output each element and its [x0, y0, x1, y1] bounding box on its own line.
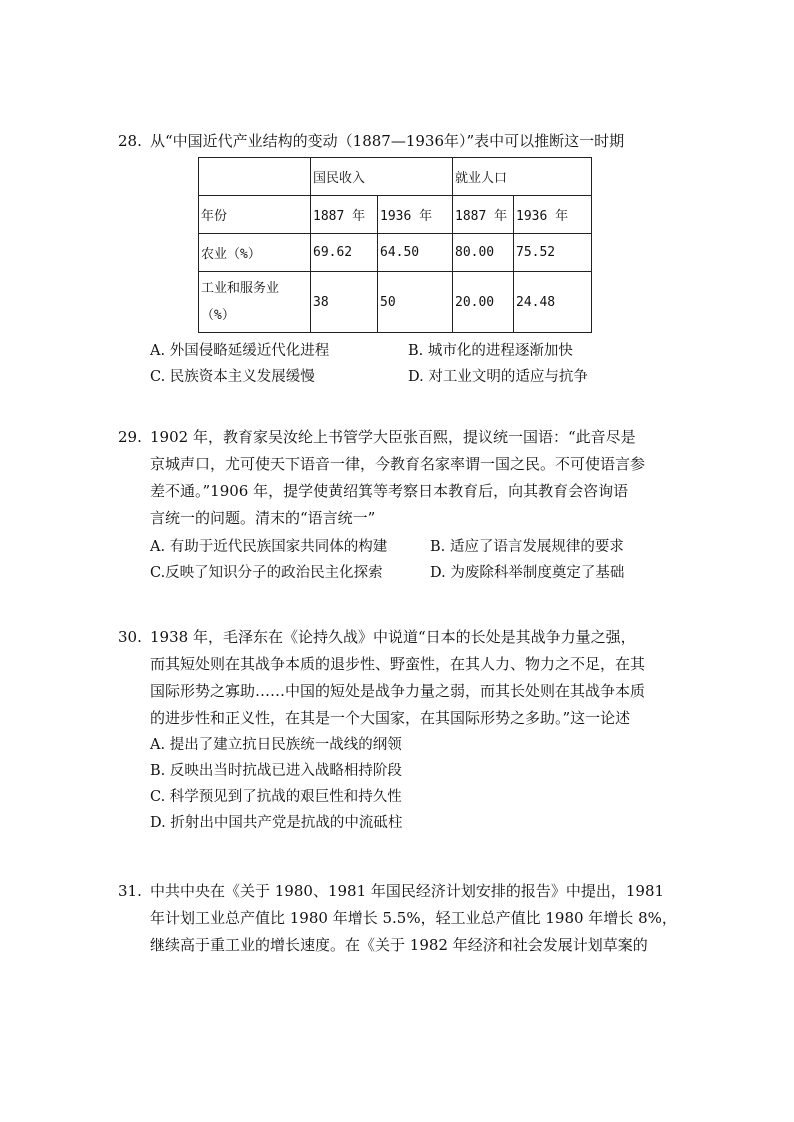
question-stem: 从“中国近代产业结构的变动（1887—1936年）”表中可以推断这一时期 — [150, 132, 625, 150]
table-cell: 75.52 — [514, 234, 592, 272]
question-stem-line: 1902 年，教育家吴汝纶上书管学大臣张百熙，提议统一国语：“此音尽是 — [150, 428, 636, 446]
table-row — [199, 272, 592, 333]
option-c[interactable]: C.反映了知识分子的政治民主化探索 — [150, 565, 383, 581]
header-employment: 就业人口 — [453, 158, 592, 196]
question-stem-line: 京城声口，尤可使天下语音一律，今教育名家率谓一国之民。不可使语言参 — [150, 455, 646, 473]
table-cell: 1936 年 — [378, 196, 453, 234]
table-cell: 38 — [311, 272, 378, 333]
table-cell: 50 — [378, 272, 453, 333]
option-a[interactable]: A. 外国侵略延缓近代化进程 — [150, 343, 330, 359]
table-header-row — [199, 158, 592, 196]
question-stem-line: 中共中央在《关于 1980、1981 年国民经济计划安排的报告》中提出，1981 — [150, 882, 665, 900]
question-stem-line: 的进步性和正义性，在其是一个大国家，在其国际形势之多助。”这一论述 — [150, 709, 631, 727]
question-stem-line: 国际形势之寡助……中国的短处是战争力量之弱，而其长处则在其战争本质 — [150, 682, 646, 700]
question-30 — [118, 624, 678, 836]
option-a[interactable]: A. 提出了建立抗日民族统一战线的纲领 — [150, 737, 402, 753]
question-number: 31. — [118, 882, 142, 900]
row-label: 农业（%） — [199, 234, 311, 272]
table-corner-cell — [199, 158, 311, 196]
option-c[interactable]: C. 民族资本主义发展缓慢 — [150, 369, 315, 385]
question-31 — [118, 878, 678, 959]
row-label-line: 工业和服务业 — [201, 281, 280, 296]
question-number: 29. — [118, 428, 142, 446]
option-d[interactable]: D. 为废除科举制度奠定了基础 — [430, 565, 625, 581]
option-b[interactable]: B. 反映出当时抗战已进入战略相持阶段 — [150, 763, 402, 779]
option-b[interactable]: B. 适应了语言发展规律的要求 — [430, 539, 624, 555]
question-stem-line: 言统一的问题。清末的“语言统一” — [150, 509, 376, 527]
table-cell: 20.00 — [453, 272, 514, 333]
row-label-line: （%） — [201, 308, 235, 323]
option-d[interactable]: D. 折射出中国共产党是抗战的中流砥柱 — [150, 815, 403, 831]
option-b[interactable]: B. 城市化的进程逐渐加快 — [408, 343, 573, 359]
table-cell: 1887 年 — [311, 196, 378, 234]
question-28-options — [118, 338, 678, 390]
question-number: 28. — [118, 132, 142, 150]
question-28 — [118, 128, 678, 155]
option-c[interactable]: C. 科学预见到了抗战的艰巨性和持久性 — [150, 789, 402, 805]
table-cell: 64.50 — [378, 234, 453, 272]
row-label — [199, 272, 311, 333]
industry-structure-table — [198, 157, 592, 333]
table-cell: 1887 年 — [453, 196, 514, 234]
question-stem-line: 继续高于重工业的增长速度。在《关于 1982 年经济和社会发展计划草案的 — [150, 936, 648, 954]
table-cell: 69.62 — [311, 234, 378, 272]
table-row — [199, 196, 592, 234]
question-stem-line: 而其短处则在其战争本质的退步性、野蛮性，在其人力、物力之不足，在其 — [150, 655, 646, 673]
question-stem-line: 年计划工业总产值比 1980 年增长 5.5%，轻工业总产值比 1980 年增长 8%， — [150, 909, 677, 927]
question-29 — [118, 424, 678, 586]
question-stem-line: 1938 年，毛泽东在《论持久战》中说道“日本的长处是其战争力量之强， — [150, 628, 636, 646]
option-d[interactable]: D. 对工业文明的适应与抗争 — [408, 369, 588, 385]
question-stem-line: 差不通。”1906 年，提学使黄绍箕等考察日本教育后，向其教育会咨询语 — [150, 482, 629, 500]
row-label: 年份 — [199, 196, 311, 234]
header-national-income: 国民收入 — [311, 158, 453, 196]
table-cell: 80.00 — [453, 234, 514, 272]
option-a[interactable]: A. 有助于近代民族国家共同体的构建 — [150, 539, 388, 555]
question-number: 30. — [118, 628, 142, 646]
table-row — [199, 234, 592, 272]
table-cell: 1936 年 — [514, 196, 592, 234]
table-cell: 24.48 — [514, 272, 592, 333]
